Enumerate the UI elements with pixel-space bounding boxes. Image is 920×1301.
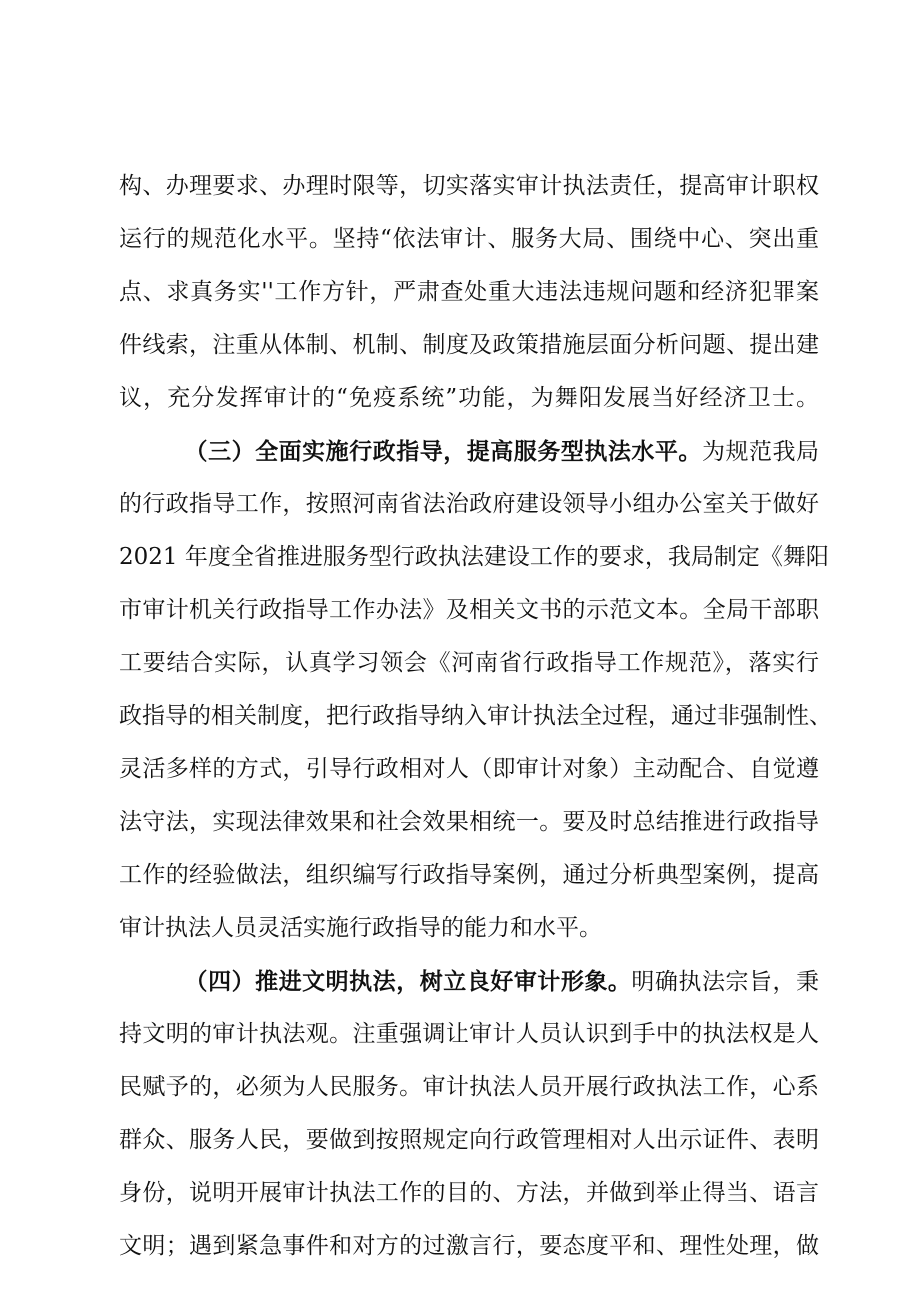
text-line: 2021 年度全省推进服务型行政执法建设工作的要求，我局制定《舞阳 [119, 544, 829, 570]
text-line: 工要结合实际，认真学习领会《河南省行政指导工作规范》，落实行 [119, 650, 819, 676]
text-line: 运行的规范化水平。坚持“依法审计、服务大局、围绕中心、突出重 [119, 226, 819, 252]
text-line: 审计执法人员灵活实施行政指导的能力和水平。 [119, 915, 602, 941]
section-heading: （四）推进文明执法，树立良好审计形象。 [184, 968, 632, 995]
text-line: 点、求真务实''工作方针，严肃查处重大违法违规问题和经济犯罪案 [119, 279, 819, 305]
paragraph-first-line [119, 955, 819, 1008]
paragraph-civilized-enforcement [119, 955, 819, 1273]
text-line: 的行政指导工作，按照河南省法治政府建设领导小组办公室关于做好 [119, 491, 819, 517]
paragraph-continuation [119, 160, 819, 425]
text-line: 件线索，注重从体制、机制、制度及政策措施层面分析问题、提出建 [119, 332, 819, 358]
text-line: 议，充分发挥审计的“免疫系统”功能，为舞阳发展当好经济卫士。 [119, 385, 819, 411]
text-line: 法守法，实现法律效果和社会效果相统一。要及时总结推进行政指导 [119, 809, 819, 835]
text-line: 构、办理要求、办理时限等，切实落实审计执法责任，提高审计职权 [119, 173, 819, 199]
text-line: 政指导的相关制度，把行政指导纳入审计执法全过程，通过非强制性、 [119, 703, 832, 729]
text-line: 群众、服务人民，要做到按照规定向行政管理相对人出示证件、表明 [119, 1127, 819, 1153]
paragraph-administrative-guidance [119, 425, 832, 955]
document-body [119, 160, 832, 1273]
paragraph-first-line [119, 425, 819, 478]
text-line: 民赋予的，必须为人民服务。审计执法人员开展行政执法工作，心系 [119, 1074, 819, 1100]
text-line: 持文明的审计执法观。注重强调让审计人员认识到手中的执法权是人 [119, 1021, 819, 1047]
heading-trailing-text: 明确执法宗旨，秉 [631, 969, 820, 995]
text-line: 工作的经验做法，组织编写行政指导案例，通过分析典型案例，提高 [119, 862, 819, 888]
heading-trailing-text: 为规范我局 [701, 439, 820, 465]
section-heading: （三）全面实施行政指导，提高服务型执法水平。 [184, 438, 702, 465]
text-line: 灵活多样的方式，引导行政相对人（即审计对象）主动配合、自觉遵 [119, 756, 819, 782]
text-line: 市审计机关行政指导工作办法》及相关文书的示范文本。全局干部职 [119, 597, 819, 623]
text-line: 身份，说明开展审计执法工作的目的、方法，并做到举止得当、语言 [119, 1180, 819, 1206]
text-line: 文明；遇到紧急事件和对方的过激言行，要态度平和、理性处理，做 [119, 1233, 819, 1259]
